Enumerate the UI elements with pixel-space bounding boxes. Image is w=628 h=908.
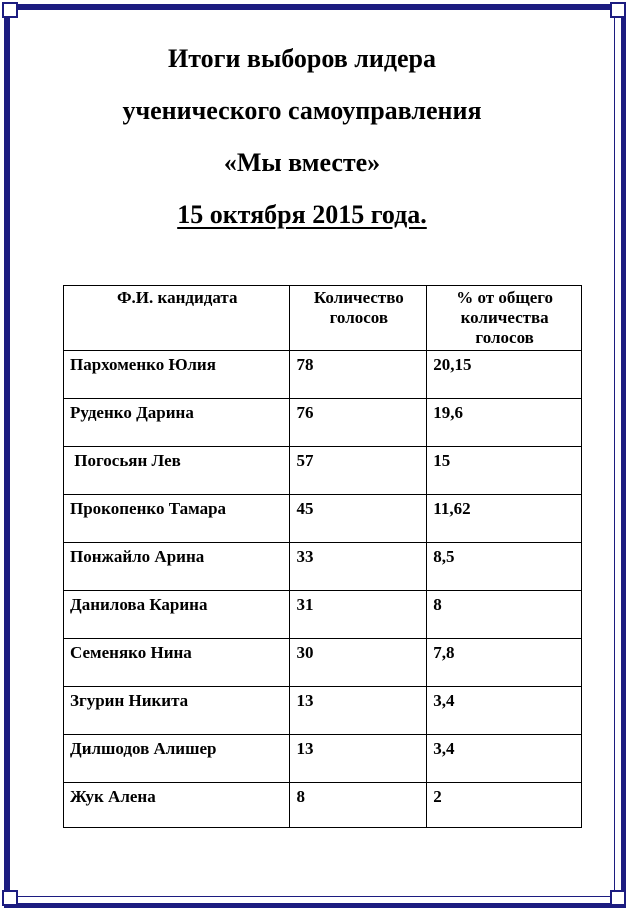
header-candidate-name: Ф.И. кандидата (64, 286, 290, 351)
table-row (64, 735, 582, 783)
vote-percent: 11,62 (427, 495, 582, 543)
table-row (64, 543, 582, 591)
border-corner-ornament (610, 2, 626, 18)
vote-percent: 19,6 (427, 399, 582, 447)
candidate-name: Семеняко Нина (64, 639, 290, 687)
table-row (64, 447, 582, 495)
candidate-name: Пархоменко Юлия (64, 351, 290, 399)
vote-percent: 2 (427, 783, 582, 828)
border-corner-ornament (2, 890, 18, 906)
vote-count: 13 (290, 735, 427, 783)
candidate-name: Згурин Никита (64, 687, 290, 735)
candidate-name: Погосьян Лев (64, 447, 290, 495)
table-row (64, 495, 582, 543)
results-table (63, 285, 582, 828)
candidate-name: Прокопенко Тамара (64, 495, 290, 543)
vote-percent: 15 (427, 447, 582, 495)
table-row (64, 639, 582, 687)
border-corner-ornament (610, 890, 626, 906)
title-line-2: ученического самоуправления (122, 96, 482, 125)
vote-count: 31 (290, 591, 427, 639)
vote-percent: 8,5 (427, 543, 582, 591)
title-date: 15 октября 2015 года. (177, 200, 427, 229)
title-line-3: «Мы вместе» (223, 148, 381, 177)
border-corner-ornament (2, 2, 18, 18)
table-row (64, 399, 582, 447)
vote-percent: 20,15 (427, 351, 582, 399)
candidate-name: Понжайло Арина (64, 543, 290, 591)
header-vote-percent: % от общего количества голосов (427, 286, 582, 351)
vote-count: 30 (290, 639, 427, 687)
table-row (64, 783, 582, 828)
page-title (20, 42, 584, 250)
vote-count: 33 (290, 543, 427, 591)
table-row (64, 687, 582, 735)
candidate-name: Дилшодов Алишер (64, 735, 290, 783)
candidate-name: Данилова Карина (64, 591, 290, 639)
table-row (64, 351, 582, 399)
vote-percent: 8 (427, 591, 582, 639)
candidate-name: Руденко Дарина (64, 399, 290, 447)
table-row (64, 591, 582, 639)
vote-percent: 3,4 (427, 735, 582, 783)
vote-count: 57 (290, 447, 427, 495)
vote-count: 45 (290, 495, 427, 543)
vote-count: 78 (290, 351, 427, 399)
candidate-name: Жук Алена (64, 783, 290, 828)
vote-count: 8 (290, 783, 427, 828)
header-vote-count: Количество голосов (290, 286, 427, 351)
vote-count: 76 (290, 399, 427, 447)
table-header-row (64, 286, 582, 351)
vote-count: 13 (290, 687, 427, 735)
vote-percent: 7,8 (427, 639, 582, 687)
vote-percent: 3,4 (427, 687, 582, 735)
title-line-1: Итоги выборов лидера (167, 44, 436, 73)
